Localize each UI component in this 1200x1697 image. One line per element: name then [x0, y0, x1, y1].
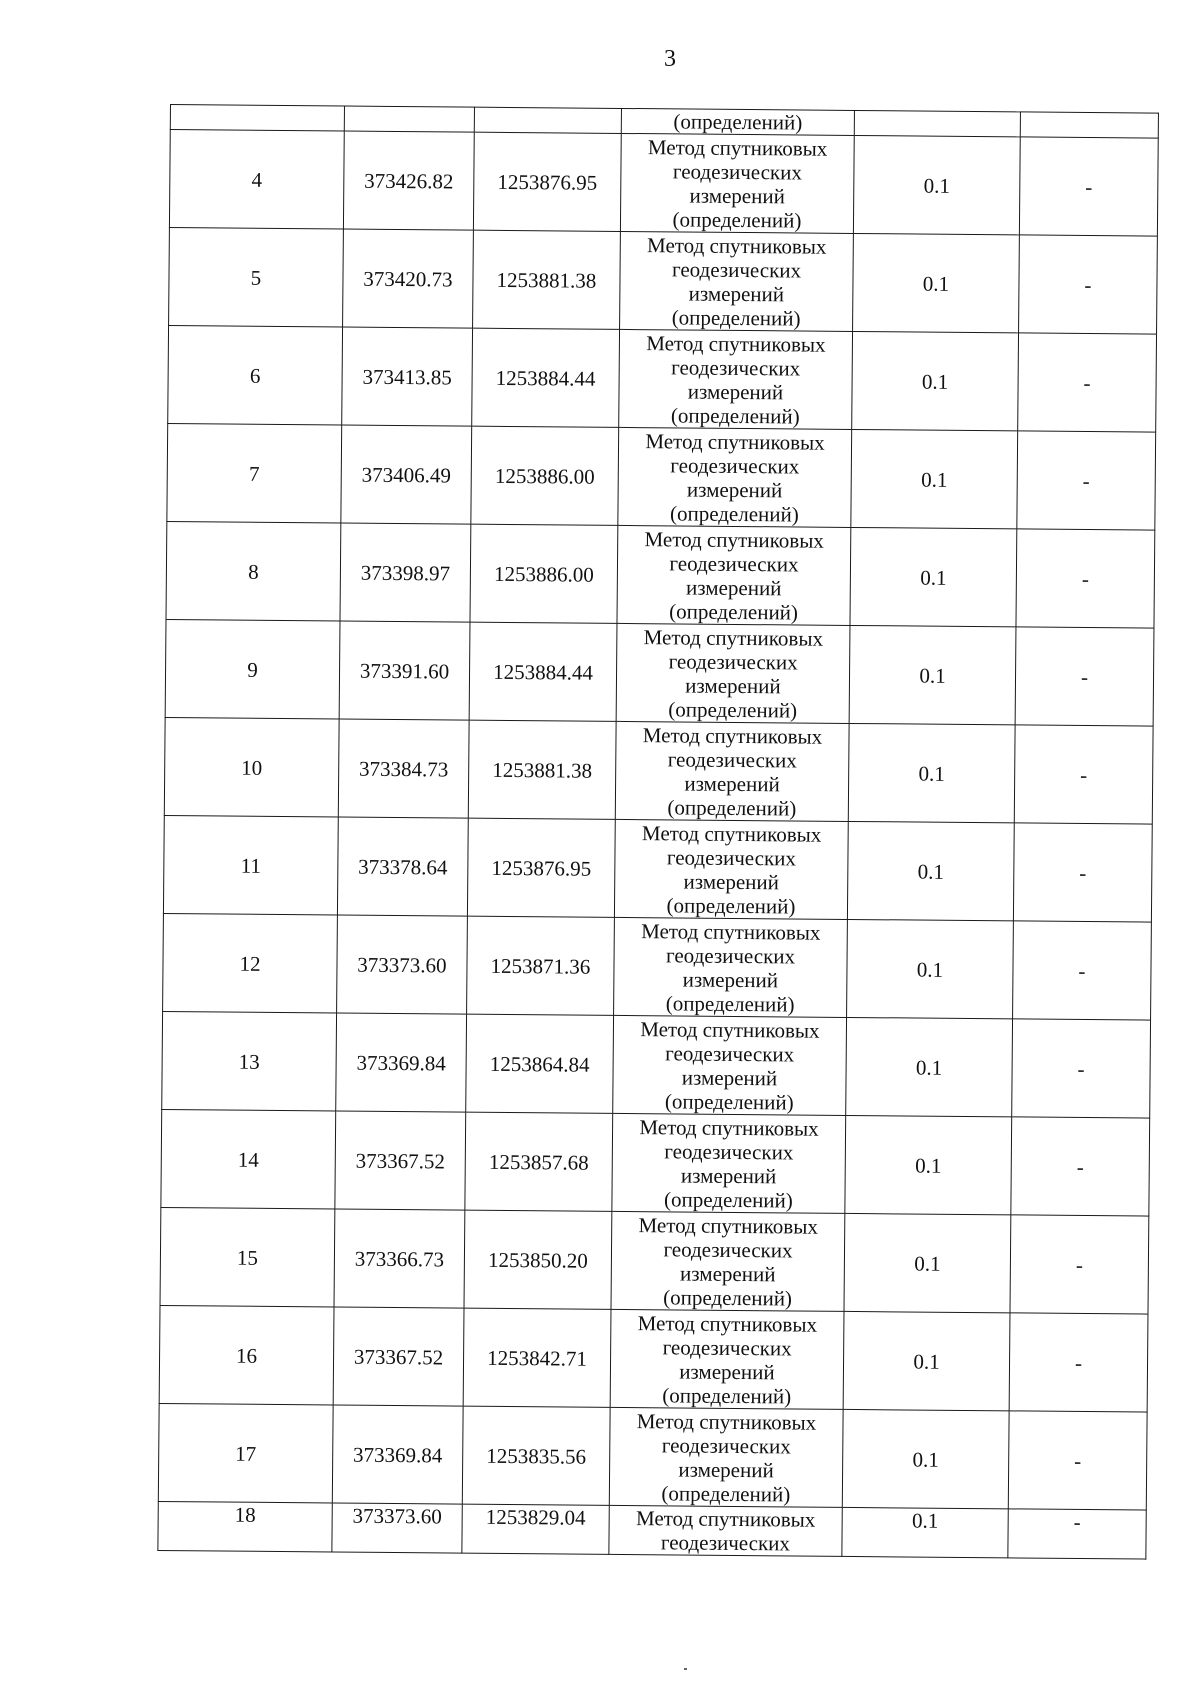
y-coordinate-cell: 1253884.44: [469, 622, 617, 721]
method-line: измерений: [687, 379, 784, 404]
method-line: (определений): [663, 1284, 793, 1310]
accuracy-cell: 0.1: [848, 723, 1015, 822]
table-row: [158, 1501, 1146, 1559]
table-row: [163, 913, 1152, 1020]
method-line: измерений: [684, 771, 780, 796]
x-coordinate-cell: 373366.73: [334, 1209, 465, 1308]
method-line: (определений): [661, 1480, 791, 1506]
scan-speck: [684, 1668, 687, 1670]
x-coordinate-cell: 373391.60: [339, 621, 470, 720]
y-coordinate-cell: 1253884.44: [472, 328, 620, 427]
note-cell: -: [1011, 1117, 1150, 1216]
method-line: геодезических: [666, 844, 797, 870]
method-line: (определений): [665, 990, 795, 1016]
x-coordinate-cell: 373373.60: [332, 1503, 462, 1553]
point-number-cell: 14: [161, 1109, 336, 1209]
method-line: измерений: [680, 1260, 776, 1286]
y-coordinate-cell: 1253835.56: [462, 1406, 610, 1505]
accuracy-cell: 0.1: [842, 1409, 1009, 1508]
table-row: [163, 815, 1152, 922]
point-number-cell: 11: [163, 815, 338, 915]
table-row: [165, 619, 1154, 726]
method-line: измерений: [683, 869, 780, 894]
x-coordinate-cell: 373367.52: [333, 1307, 464, 1406]
method-line: Метод спутниковых: [635, 1506, 816, 1532]
y-coordinate-cell: 1253876.95: [473, 132, 621, 231]
y-coordinate-cell: [474, 107, 621, 133]
method-line: (определений): [662, 1382, 792, 1408]
table-row: [162, 1011, 1151, 1118]
method-cell: [610, 1309, 844, 1409]
method-line: Метод спутниковых: [637, 1310, 818, 1337]
y-coordinate-cell: 1253881.38: [473, 230, 621, 329]
note-cell: -: [1015, 627, 1154, 726]
note-cell: -: [1017, 431, 1156, 530]
x-coordinate-cell: 373426.82: [343, 131, 474, 230]
method-line: геодезических: [660, 1530, 791, 1556]
note-cell: -: [1012, 1019, 1151, 1118]
method-line: Метод спутниковых: [644, 526, 824, 553]
accuracy-cell: 0.1: [846, 1017, 1013, 1116]
table-row: [164, 717, 1153, 824]
accuracy-cell: [854, 110, 1020, 136]
x-coordinate-cell: 373378.64: [337, 817, 468, 916]
method-line: (определений): [664, 1088, 794, 1114]
point-number-cell: 18: [158, 1501, 332, 1552]
method-line: Метод спутниковых: [636, 1408, 817, 1435]
x-coordinate-cell: 373420.73: [343, 229, 474, 328]
x-coordinate-cell: 373398.97: [340, 523, 471, 622]
method-line: измерений: [688, 281, 785, 306]
point-number-cell: 7: [167, 423, 342, 523]
method-cell: [614, 819, 848, 919]
method-line: Метод спутниковых: [646, 330, 826, 357]
accuracy-cell: 0.1: [843, 1311, 1010, 1410]
y-coordinate-cell: 1253886.00: [471, 426, 619, 525]
method-cell: [617, 525, 851, 625]
method-line: геодезических: [664, 1138, 794, 1164]
method-line: Метод спутниковых: [647, 134, 828, 161]
method-cell: [611, 1211, 845, 1311]
method-line: геодезических: [661, 1432, 791, 1458]
table-row: [168, 325, 1157, 432]
method-line: Метод спутниковых: [640, 1016, 820, 1043]
x-coordinate-cell: 373373.60: [337, 915, 468, 1014]
method-line: Метод спутниковых: [641, 820, 822, 847]
note-cell: -: [1009, 1313, 1148, 1412]
note-cell: -: [1008, 1509, 1146, 1559]
table-row: [169, 227, 1158, 334]
method-line: Метод спутниковых: [641, 918, 821, 945]
method-cell: [614, 917, 848, 1017]
y-coordinate-cell: 1253842.71: [463, 1308, 611, 1407]
method-cell: [619, 329, 853, 429]
method-cell: [618, 427, 852, 527]
method-line: измерений: [686, 477, 783, 502]
accuracy-cell: 0.1: [850, 527, 1017, 626]
table-row: [166, 521, 1155, 628]
point-number-cell: 16: [159, 1305, 334, 1405]
accuracy-cell: 0.1: [853, 233, 1020, 332]
method-line: Метод спутниковых: [639, 1114, 819, 1141]
table-row: [167, 423, 1156, 530]
method-line: геодезических: [662, 1334, 792, 1360]
x-coordinate-cell: 373369.84: [332, 1405, 463, 1504]
method-line: геодезических: [665, 942, 796, 968]
method-line: Метод спутниковых: [645, 428, 825, 455]
method-line: Метод спутниковых: [638, 1212, 818, 1239]
method-line: (определений): [668, 696, 798, 722]
method-line: измерений: [682, 967, 779, 992]
method-line: измерений: [679, 1358, 775, 1384]
x-coordinate-cell: 373413.85: [342, 327, 473, 426]
method-line: (определений): [663, 1186, 793, 1212]
method-cell: [616, 623, 850, 723]
method-line: (определений): [671, 304, 801, 331]
table-row: [158, 1403, 1147, 1510]
method-line: измерений: [685, 673, 781, 698]
note-cell: [1020, 112, 1158, 138]
method-cell: [609, 1407, 843, 1507]
x-coordinate-cell: 373406.49: [341, 425, 472, 524]
table-row: [161, 1109, 1150, 1216]
accuracy-cell: 0.1: [851, 429, 1018, 528]
accuracy-cell: 0.1: [847, 821, 1014, 920]
accuracy-cell: 0.1: [842, 1507, 1008, 1557]
note-cell: -: [1019, 137, 1158, 236]
method-line: геодезических: [663, 1236, 793, 1262]
y-coordinate-cell: 1253857.68: [465, 1112, 613, 1211]
method-line: измерений: [689, 183, 786, 208]
method-line: измерений: [685, 575, 782, 600]
y-coordinate-cell: 1253829.04: [462, 1504, 609, 1554]
method-line: измерений: [681, 1065, 778, 1090]
point-number-cell: 4: [169, 130, 344, 230]
method-line: геодезических: [671, 354, 801, 381]
note-cell: -: [1016, 529, 1155, 628]
page-number: 3: [664, 46, 676, 72]
accuracy-cell: 0.1: [849, 625, 1016, 724]
point-number-cell: 10: [164, 717, 339, 817]
method-cell: [620, 133, 854, 233]
point-number-cell: 9: [165, 619, 340, 719]
method-line: Метод спутниковых: [647, 232, 827, 259]
note-cell: -: [1008, 1411, 1147, 1510]
method-cell: [615, 721, 849, 821]
note-cell: -: [1014, 725, 1153, 824]
method-line: геодезических: [671, 256, 802, 283]
y-coordinate-cell: 1253871.36: [467, 916, 615, 1015]
method-cell: [620, 231, 854, 331]
x-coordinate-cell: 373367.52: [335, 1111, 466, 1210]
x-coordinate-cell: 373369.84: [336, 1013, 467, 1112]
method-line: (определений): [667, 794, 797, 820]
y-coordinate-cell: 1253876.95: [467, 818, 615, 917]
note-cell: -: [1013, 921, 1152, 1020]
table-row: [169, 130, 1158, 237]
y-coordinate-cell: 1253864.84: [466, 1014, 614, 1113]
point-number-cell: 12: [163, 913, 338, 1013]
point-number-cell: 8: [166, 521, 341, 621]
method-line: измерений: [680, 1163, 777, 1188]
method-cell: (определений): [621, 108, 854, 135]
method-line: геодезических: [665, 1040, 795, 1066]
method-cell: [613, 1015, 847, 1115]
table-row: [160, 1207, 1149, 1314]
table-row: [159, 1305, 1148, 1412]
method-line: геодезических: [670, 452, 800, 479]
method-line: геодезических: [667, 746, 797, 772]
accuracy-cell: 0.1: [844, 1213, 1011, 1312]
point-number-cell: 15: [160, 1207, 335, 1307]
accuracy-cell: 0.1: [847, 919, 1014, 1018]
x-coordinate-cell: 373384.73: [338, 719, 469, 818]
method-line: Метод спутниковых: [643, 624, 824, 651]
y-coordinate-cell: 1253850.20: [464, 1210, 612, 1309]
accuracy-cell: 0.1: [852, 331, 1019, 430]
point-number-cell: [170, 105, 344, 132]
note-cell: -: [1013, 823, 1152, 922]
note-cell: -: [1018, 333, 1157, 432]
point-number-cell: 6: [168, 325, 343, 425]
method-line: Метод спутниковых: [642, 722, 823, 749]
method-cell: [609, 1505, 842, 1556]
method-line: (определений): [669, 598, 799, 624]
y-coordinate-cell: 1253886.00: [470, 524, 618, 623]
method-line: измерений: [678, 1456, 774, 1482]
y-coordinate-cell: 1253881.38: [468, 720, 616, 819]
method-line: геодезических: [672, 158, 803, 185]
accuracy-cell: 0.1: [845, 1115, 1012, 1214]
point-number-cell: 13: [162, 1011, 337, 1111]
method-cell: [612, 1113, 846, 1213]
point-number-cell: 5: [169, 227, 344, 327]
method-line: (определений): [670, 402, 800, 429]
x-coordinate-cell: [344, 106, 474, 132]
note-cell: -: [1019, 235, 1158, 334]
method-line: (определений): [669, 500, 799, 527]
method-line: геодезических: [668, 648, 798, 674]
method-line: (определений): [666, 892, 796, 918]
note-cell: -: [1010, 1215, 1149, 1314]
accuracy-cell: 0.1: [853, 135, 1020, 234]
coordinates-table: [157, 104, 1159, 1560]
point-number-cell: 17: [158, 1403, 333, 1503]
method-line: геодезических: [669, 550, 799, 577]
method-line: (определений): [672, 206, 802, 233]
